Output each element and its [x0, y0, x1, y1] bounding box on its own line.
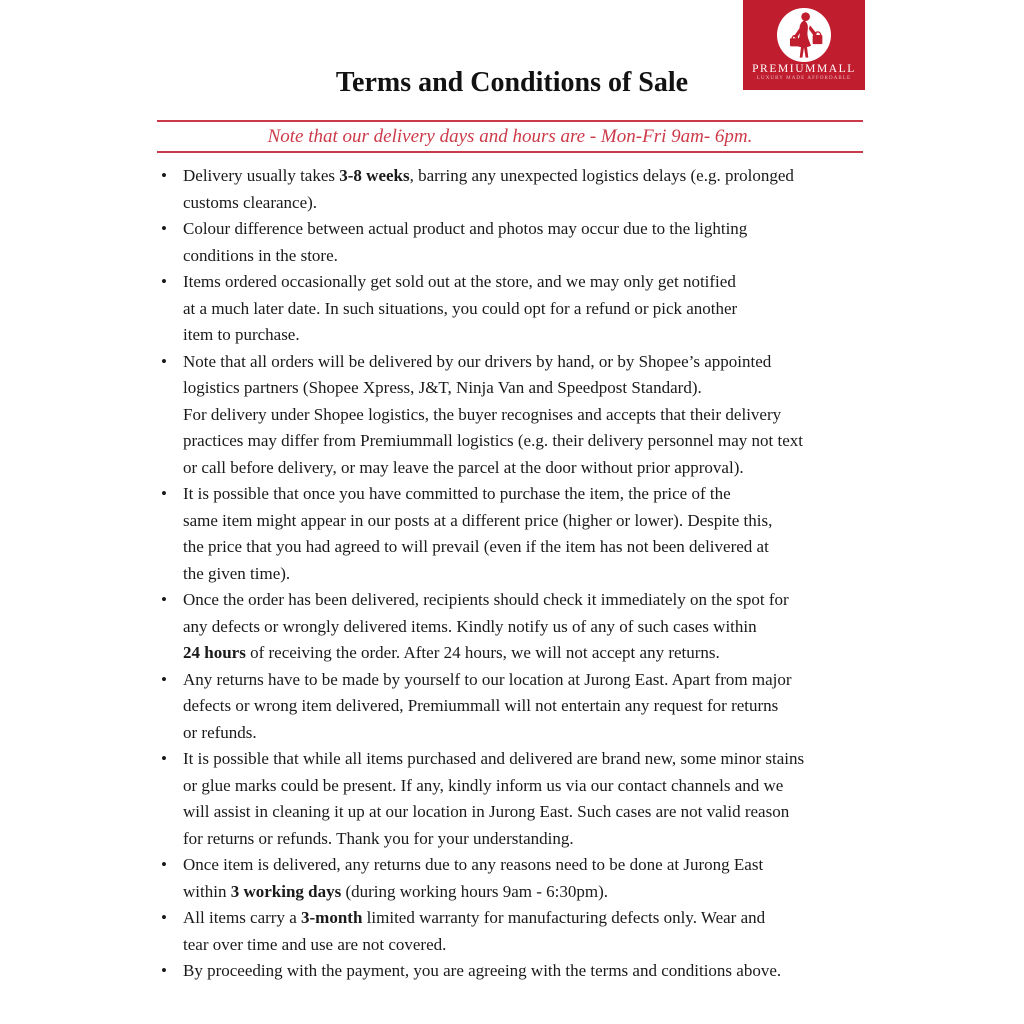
term-line: or glue marks could be present. If any, kindly inform us via our contact channels and we	[183, 775, 784, 795]
term-item	[158, 852, 888, 905]
term-item	[158, 746, 888, 852]
shopper-silhouette-icon	[777, 8, 831, 62]
terms-list	[158, 163, 888, 985]
term-line: • Once item is delivered, any returns due to any reasons need to be done at Jurong East	[183, 855, 764, 874]
term-line: for returns or refunds. Thank you for your understanding.	[183, 828, 574, 848]
term-line: the given time).	[183, 563, 291, 583]
term-item	[158, 587, 888, 667]
term-line: • It is possible that once you have committed to purchase the item, the price of the	[183, 484, 731, 503]
term-item	[158, 667, 888, 747]
term-line: For delivery under Shopee logistics, the buyer recognises and accepts that their delivery	[183, 404, 782, 424]
term-line: • Note that all orders will be delivered by our drivers by hand, or by Shopee’s appointed	[183, 351, 772, 371]
term-line: any defects or wrongly delivered items. Kindly notify us of any of such cases within	[183, 616, 757, 636]
term-line: customs clearance).	[183, 192, 318, 212]
term-item	[158, 905, 888, 958]
term-line: tear over time and use are not covered.	[183, 934, 447, 954]
term-line: • Once the order has been delivered, recipients should check it immediately on the spot for	[183, 590, 789, 609]
term-line: • It is possible that while all items purchased and delivered are brand new, some minor stains	[183, 749, 805, 768]
term-line: practices may differ from Premiummall logistics (e.g. their delivery personnel may not text	[183, 431, 804, 450]
page-title: Terms and Conditions of Sale	[335, 67, 689, 98]
term-item	[158, 163, 888, 216]
term-line: same item might appear in our posts at a different price (higher or lower). Despite this,	[183, 510, 773, 530]
term-line: logistics partners (Shopee Xpress, J&T, Ninja Van and Speedpost Standard).	[183, 378, 702, 397]
term-line: • Delivery usually takes 3-8 weeks, barring any unexpected logistics delays (e.g. prolonged	[183, 166, 794, 185]
term-item	[158, 269, 888, 349]
term-item	[158, 349, 888, 482]
term-line: • Colour difference between actual product and photos may occur due to the lighting	[183, 219, 748, 238]
delivery-note: Note that our delivery days and hours are - Mon-Fri 9am- 6pm.	[267, 125, 753, 147]
logo-tagline-text: LUXURY MADE AFFORDABLE	[756, 76, 852, 81]
term-line: • By proceeding with the payment, you are agreeing with the terms and conditions above.	[183, 961, 782, 980]
delivery-note-band	[157, 120, 863, 153]
term-line: the price that you had agreed to will prevail (even if the item has not been delivered at	[183, 537, 769, 556]
term-line: within 3 working days (during working hours 9am - 6:30pm).	[183, 881, 609, 901]
term-line: or call before delivery, or may leave the parcel at the door without prior approval).	[183, 457, 744, 477]
term-line: • Any returns have to be made by yourself to our location at Jurong East. Apart from major	[183, 669, 792, 689]
term-line: • Items ordered occasionally get sold out at the store, and we may only get notified	[183, 272, 736, 291]
term-line: item to purchase.	[183, 325, 300, 344]
term-item	[158, 481, 888, 587]
term-line: will assist in cleaning it up at our location in Jurong East. Such cases are not valid reason	[183, 802, 790, 821]
term-item	[158, 216, 888, 269]
term-line: at a much later date. In such situations, you could opt for a refund or pick another	[183, 298, 738, 318]
term-line: defects or wrong item delivered, Premiummall will not entertain any request for returns	[183, 696, 779, 715]
term-item	[158, 958, 888, 985]
term-line: or refunds.	[183, 722, 257, 742]
term-line: • All items carry a 3-month limited warranty for manufacturing defects only. Wear and	[183, 908, 766, 927]
term-line: conditions in the store.	[183, 245, 338, 265]
logo-brand-text: PREMIUMMALL	[752, 63, 856, 75]
term-line: 24 hours of receiving the order. After 24 hours, we will not accept any returns.	[183, 643, 720, 662]
